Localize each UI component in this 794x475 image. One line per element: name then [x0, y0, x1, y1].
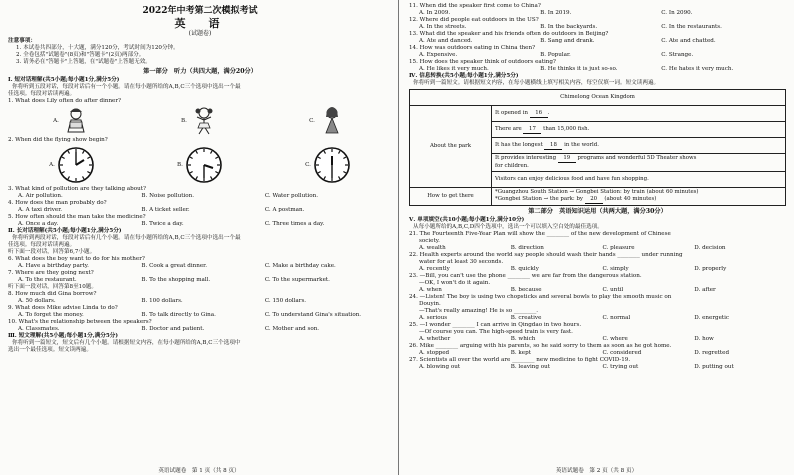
- option-c: C. To understand Gina's situation.: [264, 312, 362, 318]
- section3-header: Ⅲ. 短文理解(共5小题;每小题1分,满分5分): [8, 333, 119, 339]
- option-a: A. whether: [419, 336, 451, 342]
- table-cell: It provides interesting 19 programs and wonderful 5D Theater shows for children.: [492, 154, 786, 172]
- option-a: A. recently: [419, 266, 450, 272]
- question-4: 4. How does the man probably do?: [8, 200, 107, 206]
- option-b: B. In 2019.: [540, 10, 572, 16]
- option-c: C. Three times a day.: [264, 221, 325, 227]
- question-23-options: [409, 287, 786, 294]
- option-c: C. Ate and chatted.: [661, 38, 716, 44]
- girl-walking-icon: [317, 106, 347, 136]
- question-8: 8. How much did Gina borrow?: [8, 291, 97, 297]
- option-b: B. To the shopping mall.: [141, 277, 211, 283]
- option-b: B. because: [510, 287, 542, 293]
- option-a: A. To the restaurant.: [18, 277, 77, 283]
- question-26: 26. Mike ________ arguing with his parents, so he said sorry to them as soon as he got home.: [409, 343, 672, 349]
- notice-item: 2. 全卷包括"试题卷"(8页)和"答题卡"(2页)两部分。: [16, 52, 145, 58]
- option-c: C. Strange.: [661, 52, 694, 58]
- option-c: C. pleasure: [602, 245, 635, 251]
- answer-blank-18[interactable]: 18: [544, 142, 562, 150]
- question-14-options: [409, 52, 786, 59]
- question-21-cont: society.: [419, 238, 440, 244]
- option-a: A. A taxi driver.: [18, 207, 63, 213]
- question-23: 23. —Bill, you can't use the phone ________ we are far from the dangerous station.: [409, 273, 642, 279]
- option-c: C. He hates it very much.: [661, 66, 734, 72]
- question-8-options: [8, 298, 392, 305]
- question-6-options: [8, 263, 392, 270]
- option-d: D. energetic: [694, 315, 730, 321]
- question-22-options: [409, 266, 786, 273]
- option-c: C. In the restaurants.: [661, 24, 722, 30]
- question-27: 27. Scientists all over the world are ________ new medicine to fight COVID-19.: [409, 357, 631, 363]
- question-24-cont: —That's really amazing! He is so ________.: [419, 308, 539, 314]
- answer-blank-20[interactable]: 20: [585, 196, 603, 204]
- option-b: B. A ticket seller.: [141, 207, 190, 213]
- question-22-cont: water for at least 30 seconds.: [419, 259, 504, 265]
- clock-icon: [313, 146, 351, 184]
- option-c: C. where: [602, 336, 628, 342]
- option-c: C. considered: [602, 350, 642, 356]
- girl-dancing-icon: [189, 106, 219, 136]
- option-a: A.: [49, 146, 95, 184]
- question-2-clocks: [8, 145, 392, 185]
- option-c: C. Mother and son.: [264, 326, 320, 332]
- question-10: 10. What's the relationship between the speakers?: [8, 319, 152, 325]
- question-9: 9. What does Mike advise Linda to do?: [8, 305, 118, 311]
- option-c: C. normal: [602, 315, 631, 321]
- table-cell: *Guangzhou South Station → Gongbei Station: by train (about 60 minutes) *Gongbei Station → the park: by 20 (about 40 minutes): [492, 188, 786, 206]
- question-25-cont: —Of course you can. The high-speed train is very fast.: [419, 329, 573, 335]
- page-footer: 英语试题卷 第 2 页（共 8 页）: [555, 468, 638, 474]
- table-label: How to get there: [410, 188, 492, 206]
- clock-icon: [185, 146, 223, 184]
- question-5-options: [8, 221, 392, 228]
- section5-instruction: 从每小题所给的A,B,C,D四个选项中，选出一个可以填入空白处的最佳选项。: [413, 224, 603, 230]
- option-c: C. Water pollution.: [264, 193, 318, 199]
- question-24-options: [409, 315, 786, 322]
- subject-title: 英 语: [174, 17, 226, 30]
- option-c: C. In 2090.: [661, 10, 693, 16]
- section4-header: Ⅳ. 信息转换(共5小题;每小题1分,满分5分): [409, 73, 519, 79]
- part1-title: 第一部分 听力（共四大题，满分20分）: [143, 68, 257, 75]
- option-c: C. trying out: [602, 364, 639, 370]
- option-a: A. 50 dollars.: [18, 298, 56, 304]
- question-7: 7. Where are they going next?: [8, 270, 94, 276]
- option-a: A. Ate and danced.: [419, 38, 473, 44]
- section1-instruction: 佳选项。每段对话读两遍。: [8, 91, 76, 97]
- option-b: B. 100 dollars.: [141, 298, 183, 304]
- notice-title: 注意事项：: [8, 38, 36, 44]
- option-b: B. Sang and drank.: [540, 38, 595, 44]
- option-a: A. To forget the money.: [18, 312, 84, 318]
- option-b: B. Doctor and patient.: [141, 326, 205, 332]
- question-3-options: [8, 193, 392, 200]
- option-d: D. regretted: [694, 350, 730, 356]
- table-cell: It has the longest 18 in the world.: [492, 138, 786, 154]
- question-2: 2. When did the flying show begin?: [8, 137, 108, 143]
- option-a: A. He likes it very much.: [419, 66, 489, 72]
- question-13-options: [409, 38, 786, 45]
- table-row: [410, 188, 786, 206]
- table-cell: There are 17 than 15,000 fish.: [492, 122, 786, 138]
- option-c: C. A postman.: [264, 207, 305, 213]
- table-row: [410, 90, 786, 106]
- question-21-options: [409, 245, 786, 252]
- question-6: 6. What does the boy want to do for his mother?: [8, 256, 145, 262]
- question-9-options: [8, 312, 392, 319]
- section2-instruction: 你将听到两段对话，每段对话后有几个小题。请在每小题所给的A,B,C三个选项中选出一个最: [12, 235, 241, 241]
- question-7-options: [8, 277, 392, 284]
- option-b: B. He thinks it is just so-so.: [540, 66, 618, 72]
- question-1: 1. What does Lily often do after dinner?: [8, 98, 122, 104]
- question-4-options: [8, 207, 392, 214]
- clock-icon: [57, 146, 95, 184]
- option-a: A. when: [419, 287, 442, 293]
- question-12-options: [409, 24, 786, 31]
- question-15-options: [409, 66, 786, 73]
- option-c: C. 150 dollars.: [264, 298, 307, 304]
- answer-blank-16[interactable]: 16: [530, 110, 548, 118]
- option-a: A. In 2009.: [419, 10, 451, 16]
- question-24: 24. —Listen! The boy is using two chopsticks and several bowls to play the smooth music on: [409, 294, 672, 300]
- section2-header: Ⅱ. 长对话理解(共5小题;每小题1分,满分5分): [8, 228, 122, 234]
- option-a: A.: [53, 106, 91, 136]
- option-c: C.: [309, 106, 347, 136]
- section3-instruction: 你将听到一篇短文，短文后有几个小题。请根据短文内容，在每小题所给的A,B,C三个选项中: [12, 340, 241, 346]
- exam-page-2: [399, 0, 794, 475]
- question-1-pictures: [8, 106, 392, 136]
- question-11: 11. When did the speaker first come to China?: [409, 3, 541, 9]
- option-b: B. In the backyards.: [540, 24, 598, 30]
- question-14: 14. How was outdoors eating in China then?: [409, 45, 536, 51]
- question-12: 12. Where did people eat outdoors in the US?: [409, 17, 539, 23]
- option-b: B. Twice a day.: [141, 221, 184, 227]
- option-b: B. leaving out: [510, 364, 550, 370]
- page-footer: 英语试题卷 第 1 页（共 8 页）: [158, 468, 240, 474]
- option-b: B. Popular.: [540, 52, 571, 58]
- question-24-cont: Douyin.: [419, 301, 441, 307]
- option-b: B. creative: [510, 315, 542, 321]
- option-a: A. Once a day.: [18, 221, 59, 227]
- option-b: B. Cook a great dinner.: [141, 263, 208, 269]
- option-a: A. serious: [419, 315, 448, 321]
- question-21: 21. The Fourteenth Five-Year Plan will show the ________ of the new development of Chinese: [409, 231, 671, 237]
- question-11-options: [409, 10, 786, 17]
- question-25: 25. —I wonder ________ I can arrive in Qingdao in two hours.: [409, 322, 582, 328]
- section1-header: Ⅰ. 短对话理解(共5小题;每小题1分,满分5分): [8, 77, 120, 83]
- option-b: B.: [181, 106, 219, 136]
- info-table: [409, 89, 786, 206]
- table-row: [410, 106, 786, 122]
- answer-blank-19[interactable]: 19: [558, 155, 576, 163]
- option-a: A. Have a birthday party.: [18, 263, 89, 269]
- option-d: D. after: [694, 287, 716, 293]
- notice-item: 1. 本试卷共四部分，十大题，满分120分，考试时间为120分钟。: [16, 45, 179, 51]
- option-c: C.: [305, 146, 351, 184]
- question-23-cont: —OK, I won't do it again.: [419, 280, 491, 286]
- question-26-options: [409, 350, 786, 357]
- answer-blank-17[interactable]: 17: [523, 126, 541, 134]
- option-d: D. how: [694, 336, 714, 342]
- option-c: C. To the supermarket.: [264, 277, 330, 283]
- question-13: 13. What did the speaker and his friends often do outdoors in Beijing?: [409, 31, 609, 37]
- section1-instruction: 你将听到五段对话，每段对话后有一个小题。请在每小题所给的A,B,C三个选项中选出一个最: [12, 84, 241, 90]
- option-b: B. direction: [510, 245, 544, 251]
- option-b: B. Noise pollution.: [141, 193, 194, 199]
- option-b: B. kept: [510, 350, 531, 356]
- section4-instruction: 你将听到一篇短文。请根据短文内容，在每小题横线上填写相关内容，每空仅填一词。短文读两遍。: [413, 80, 660, 86]
- option-b: B. quickly: [510, 266, 539, 272]
- option-a: A. Classmates.: [18, 326, 60, 332]
- section3-instruction: 选出一个最佳选项。短文读两遍。: [8, 347, 92, 353]
- option-c: C. until: [602, 287, 624, 293]
- question-15: 15. How does the speaker think of outdoors eating?: [409, 59, 556, 65]
- option-a: A. wealth: [419, 245, 446, 251]
- table-title: Chimelong Ocean Kingdom: [410, 90, 786, 106]
- option-b: B. To talk directly to Gina.: [141, 312, 216, 318]
- option-d: D. properly: [694, 266, 727, 272]
- option-b: B.: [177, 146, 223, 184]
- notice-item: 3. 请务必在"答题卡"上答题，在"试题卷"上答题无效。: [16, 59, 151, 65]
- question-3: 3. What kind of pollution are they talking about?: [8, 186, 146, 192]
- section2-prompt: 听下面一段对话，回答第8至10题。: [8, 284, 97, 290]
- section2-prompt: 听下面一段对话，回答第6,7小题。: [8, 249, 96, 255]
- paper-label: (试题卷): [188, 30, 212, 37]
- question-10-options: [8, 326, 392, 333]
- girl-reading-icon: [61, 106, 91, 136]
- exam-title: 2022年中考第二次模拟考试: [142, 6, 258, 16]
- section2-instruction: 佳选项。每段对话读两遍。: [8, 242, 76, 248]
- question-27-options: [409, 364, 786, 371]
- part2-title: 第二部分 英语知识运用（共两大题，满分30分）: [528, 208, 667, 215]
- option-d: D. decision: [694, 245, 726, 251]
- option-a: A. blowing out: [419, 364, 461, 370]
- option-c: C. simply: [602, 266, 629, 272]
- table-label: About the park: [410, 106, 492, 188]
- option-a: A. Expensive.: [419, 52, 458, 58]
- question-25-options: [409, 336, 786, 343]
- option-a: A. In the streets.: [419, 24, 467, 30]
- option-b: B. which: [510, 336, 536, 342]
- option-c: C. Make a birthday cake.: [264, 263, 336, 269]
- question-22: 22. Health experts around the world say people should wash their hands ________ under running: [409, 252, 683, 258]
- section5-header: Ⅴ. 单项填空(共10小题;每小题1分,满分10分): [409, 217, 525, 223]
- option-a: A. Air pollution.: [18, 193, 63, 199]
- table-cell: It opened in 16 .: [492, 106, 786, 122]
- question-5: 5. How often should the man take the medicine?: [8, 214, 146, 220]
- option-a: A. stopped: [419, 350, 450, 356]
- table-cell: Visitors can enjoy delicious food and have fun shopping.: [492, 172, 786, 188]
- option-d: D. putting out: [694, 364, 734, 370]
